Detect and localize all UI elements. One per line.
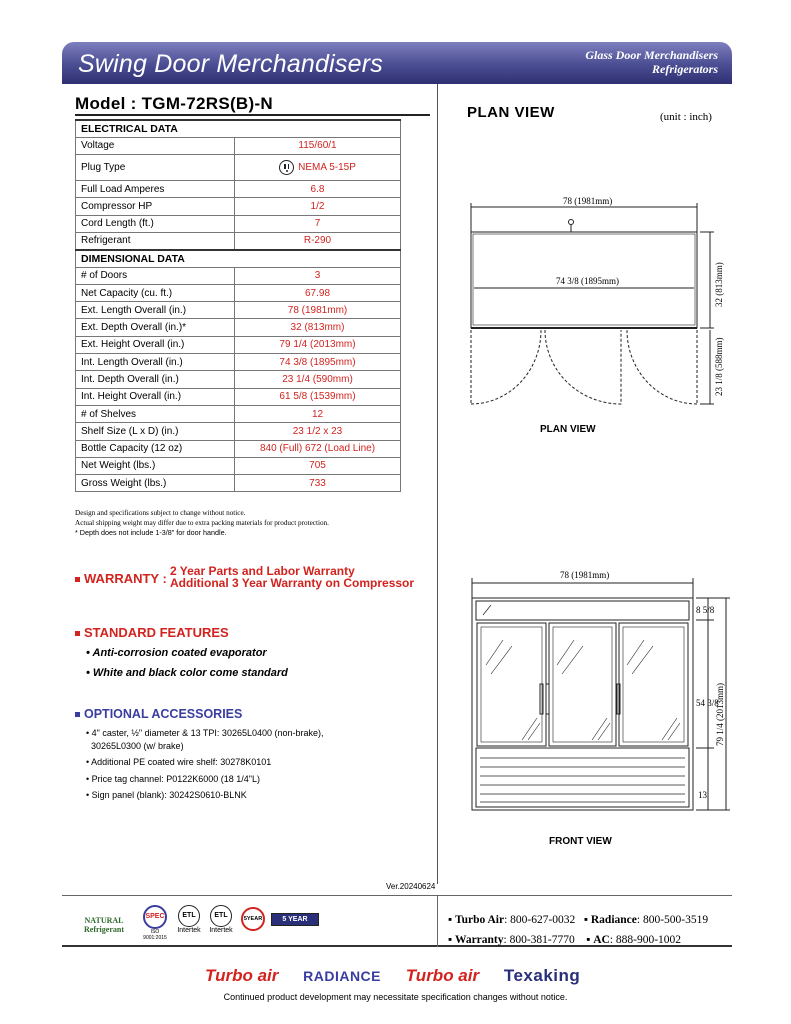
- spec-label: Refrigerant: [76, 232, 235, 249]
- glass-reflection: [627, 640, 680, 740]
- contact-row: [448, 930, 708, 950]
- spec-label: Net Weight (lbs.): [76, 457, 235, 474]
- spec-value: 32 (813mm): [235, 319, 401, 336]
- spec-value: R-290: [235, 232, 401, 249]
- brand-logos: [205, 966, 600, 986]
- warranty-line2: Additional 3 Year Warranty on Compressor: [170, 576, 415, 590]
- etl-sub: Intertek: [177, 927, 201, 934]
- spec-label: Shelf Size (L x D) (in.): [76, 423, 235, 440]
- contact-radiance: : 800-500-3519: [636, 914, 709, 926]
- front-sign-panel: [476, 601, 689, 620]
- warranty-line1: 2 Year Parts and Labor Warranty: [170, 564, 355, 578]
- spec-value: 12: [235, 405, 401, 422]
- spec-label: Plug Type: [76, 155, 235, 181]
- optional-accessories-title-text: OPTIONAL ACCESSORIES: [84, 707, 243, 721]
- spec-label: Int. Length Overall (in.): [76, 354, 235, 371]
- plan-inner-label: 74 3/8 (1895mm): [556, 276, 619, 286]
- etl-logo-2: [208, 903, 234, 934]
- spec-label: Ext. Length Overall (in.): [76, 302, 235, 319]
- door-swing-arc: [471, 330, 541, 404]
- version-label: Ver.20240624: [386, 882, 436, 891]
- model-title: Model : TGM-72RS(B)-N: [75, 94, 274, 113]
- spec-label: Compressor HP: [76, 198, 235, 215]
- contact-row: [448, 910, 708, 930]
- grille-lines: [480, 758, 685, 802]
- list-item: • Anti-corrosion coated evaporator: [86, 647, 267, 659]
- plan-view-title: PLAN VIEW: [467, 104, 555, 121]
- plan-cord-icon: [569, 220, 574, 225]
- plan-depth-label: 32 (813mm): [714, 262, 724, 307]
- contact-ac-label: AC: [593, 934, 610, 946]
- contact-ac: : 888-900-1002: [609, 934, 682, 946]
- contact-block: [448, 910, 708, 950]
- header-subtitle-line1: Glass Door Merchandisers: [585, 48, 718, 62]
- glass-reflection: [486, 640, 540, 740]
- bullet-square-icon: ▪: [448, 934, 453, 946]
- radiance-logo: RADIANCE: [303, 968, 381, 984]
- spec-value: 115/60/1: [235, 137, 401, 154]
- spec-logo-badge: SPEC: [143, 905, 167, 929]
- list-item: • Additional PE coated wire shelf: 30278K0101: [86, 757, 272, 767]
- spec-label: Ext. Height Overall (in.): [76, 336, 235, 353]
- five-year-warranty-text: 5 YEAR: [271, 913, 319, 926]
- footer-divider: [437, 895, 438, 947]
- plan-view-drawing: [471, 203, 714, 404]
- spec-logo-sub: ISO 9001:2015: [143, 929, 167, 941]
- contact-turbo-air: : 800-627-0032: [504, 914, 576, 926]
- spec-value: 23 1/2 x 23: [235, 423, 401, 440]
- list-item: • White and black color come standard: [86, 667, 288, 679]
- five-year-warranty-badge: [271, 903, 319, 926]
- front-cabinet-outline: [472, 598, 693, 810]
- spec-value: 1/2: [235, 198, 401, 215]
- natural-refrigerant-text: NATURAL Refrigerant: [84, 916, 124, 934]
- bullet-square-icon: ▪: [583, 914, 588, 926]
- front-bottom-label: 13: [698, 790, 707, 800]
- plan-view-caption: PLAN VIEW: [540, 424, 596, 435]
- spec-value: 23 1/4 (590mm): [235, 371, 401, 388]
- spec-label: Cord Length (ft.): [76, 215, 235, 232]
- front-door-right: [619, 623, 688, 746]
- plug-type-value: NEMA 5-15P: [298, 162, 356, 174]
- door-swing-arc: [545, 330, 621, 404]
- disclaimer: Continued product development may necessitate specification changes without notice.: [223, 992, 568, 1002]
- front-door-left: [477, 623, 546, 746]
- electrical-heading: ELECTRICAL DATA: [76, 120, 401, 137]
- spec-label: Bottle Capacity (12 oz): [76, 440, 235, 457]
- list-item: 30265L0300 (w/ brake): [91, 740, 184, 751]
- spec-value: 705: [235, 457, 401, 474]
- list-item: • Sign panel (blank): 30242S0610-BLNK: [86, 790, 247, 800]
- door-glass: [623, 627, 684, 742]
- spec-value: 74 3/8 (1895mm): [235, 354, 401, 371]
- spec-value: 6.8: [235, 181, 401, 198]
- etl-logo-1: [176, 903, 202, 934]
- plan-door-label: 23 1/8 (588mm): [714, 337, 724, 396]
- spec-label: Net Capacity (cu. ft.): [76, 284, 235, 301]
- glass-reflection: [557, 640, 610, 740]
- spec-label: # of Doors: [76, 267, 235, 284]
- etl-sub: Intertek: [209, 927, 233, 934]
- note-2: Actual shipping weight may differ due to extra packing materials for product protection.: [75, 519, 329, 527]
- dimensional-heading: DIMENSIONAL DATA: [76, 250, 401, 267]
- front-sign-glare: [483, 605, 491, 615]
- front-top-label: 8 5/8: [696, 605, 715, 615]
- turbo-air-logo: Turbo air: [205, 966, 279, 985]
- unit-label: (unit : inch): [660, 111, 712, 123]
- spec-label: Int. Height Overall (in.): [76, 388, 235, 405]
- spec-value: 840 (Full) 672 (Load Line): [235, 440, 401, 457]
- contact-warranty-label: Warranty: [454, 934, 504, 946]
- turbo-air-logo: Turbo air: [405, 966, 480, 985]
- spec-logo: [140, 903, 170, 941]
- etl-badge: ETL: [178, 905, 200, 927]
- spec-value: 3: [235, 267, 401, 284]
- warranty-label-text: WARRANTY :: [84, 571, 167, 586]
- five-year-seal: [239, 903, 267, 931]
- spec-value: 61 5/8 (1539mm): [235, 388, 401, 405]
- front-view-drawing: [472, 578, 730, 810]
- page-title: Swing Door Merchandisers: [78, 50, 383, 78]
- door-glass: [553, 627, 612, 742]
- door-handle: [540, 684, 543, 714]
- standard-features-title-text: STANDARD FEATURES: [84, 625, 229, 640]
- door-handle: [546, 684, 549, 714]
- front-view-caption: FRONT VIEW: [549, 836, 612, 847]
- spec-label: Full Load Amperes: [76, 181, 235, 198]
- etl-badge: ETL: [210, 905, 232, 927]
- spec-label: # of Shelves: [76, 405, 235, 422]
- front-grille: [476, 748, 689, 807]
- contact-radiance-label: Radiance: [590, 914, 637, 926]
- front-door-middle: [549, 623, 616, 746]
- contact-turbo-air-label: Turbo Air: [454, 914, 505, 926]
- spec-value: 67.98: [235, 284, 401, 301]
- five-year-seal-badge: 5YEAR: [241, 907, 265, 931]
- spec-label: Int. Depth Overall (in.): [76, 371, 235, 388]
- plan-width-label: 78 (1981mm): [563, 196, 613, 206]
- contact-warranty: : 800-381-7770: [503, 934, 575, 946]
- door-swing-arc: [627, 330, 697, 404]
- spec-value: 7: [235, 215, 401, 232]
- front-mid-label: 54 3/8: [696, 698, 719, 708]
- texaking-logo: Texaking: [503, 966, 581, 985]
- spec-value: 78 (1981mm): [235, 302, 401, 319]
- door-glass: [481, 627, 542, 742]
- bullet-square-icon: ▪: [448, 914, 453, 926]
- note-3: * Depth does not include 1-3/8" for door handle.: [75, 528, 227, 537]
- spec-label: Ext. Depth Overall (in.)*: [76, 319, 235, 336]
- front-width-label: 78 (1981mm): [560, 570, 610, 580]
- note-1: Design and specifications subject to change without notice.: [75, 509, 246, 517]
- bullet-square-icon: ▪: [586, 934, 591, 946]
- list-item: • 4" caster, ½" diameter & 13 TPI: 30265L0400 (non-brake),: [86, 728, 324, 738]
- spec-label: Voltage: [76, 137, 235, 154]
- natural-refrigerant-logo: [74, 903, 134, 934]
- spec-value: 733: [235, 475, 401, 492]
- header-subtitle-line2: Refrigerators: [652, 62, 718, 76]
- list-item: • Price tag channel: P0122K6000 (18 1/4"L): [86, 773, 260, 784]
- spec-label: Gross Weight (lbs.): [76, 475, 235, 492]
- front-total-label: 79 1/4 (2013mm): [715, 683, 725, 746]
- spec-value: 79 1/4 (2013mm): [235, 336, 401, 353]
